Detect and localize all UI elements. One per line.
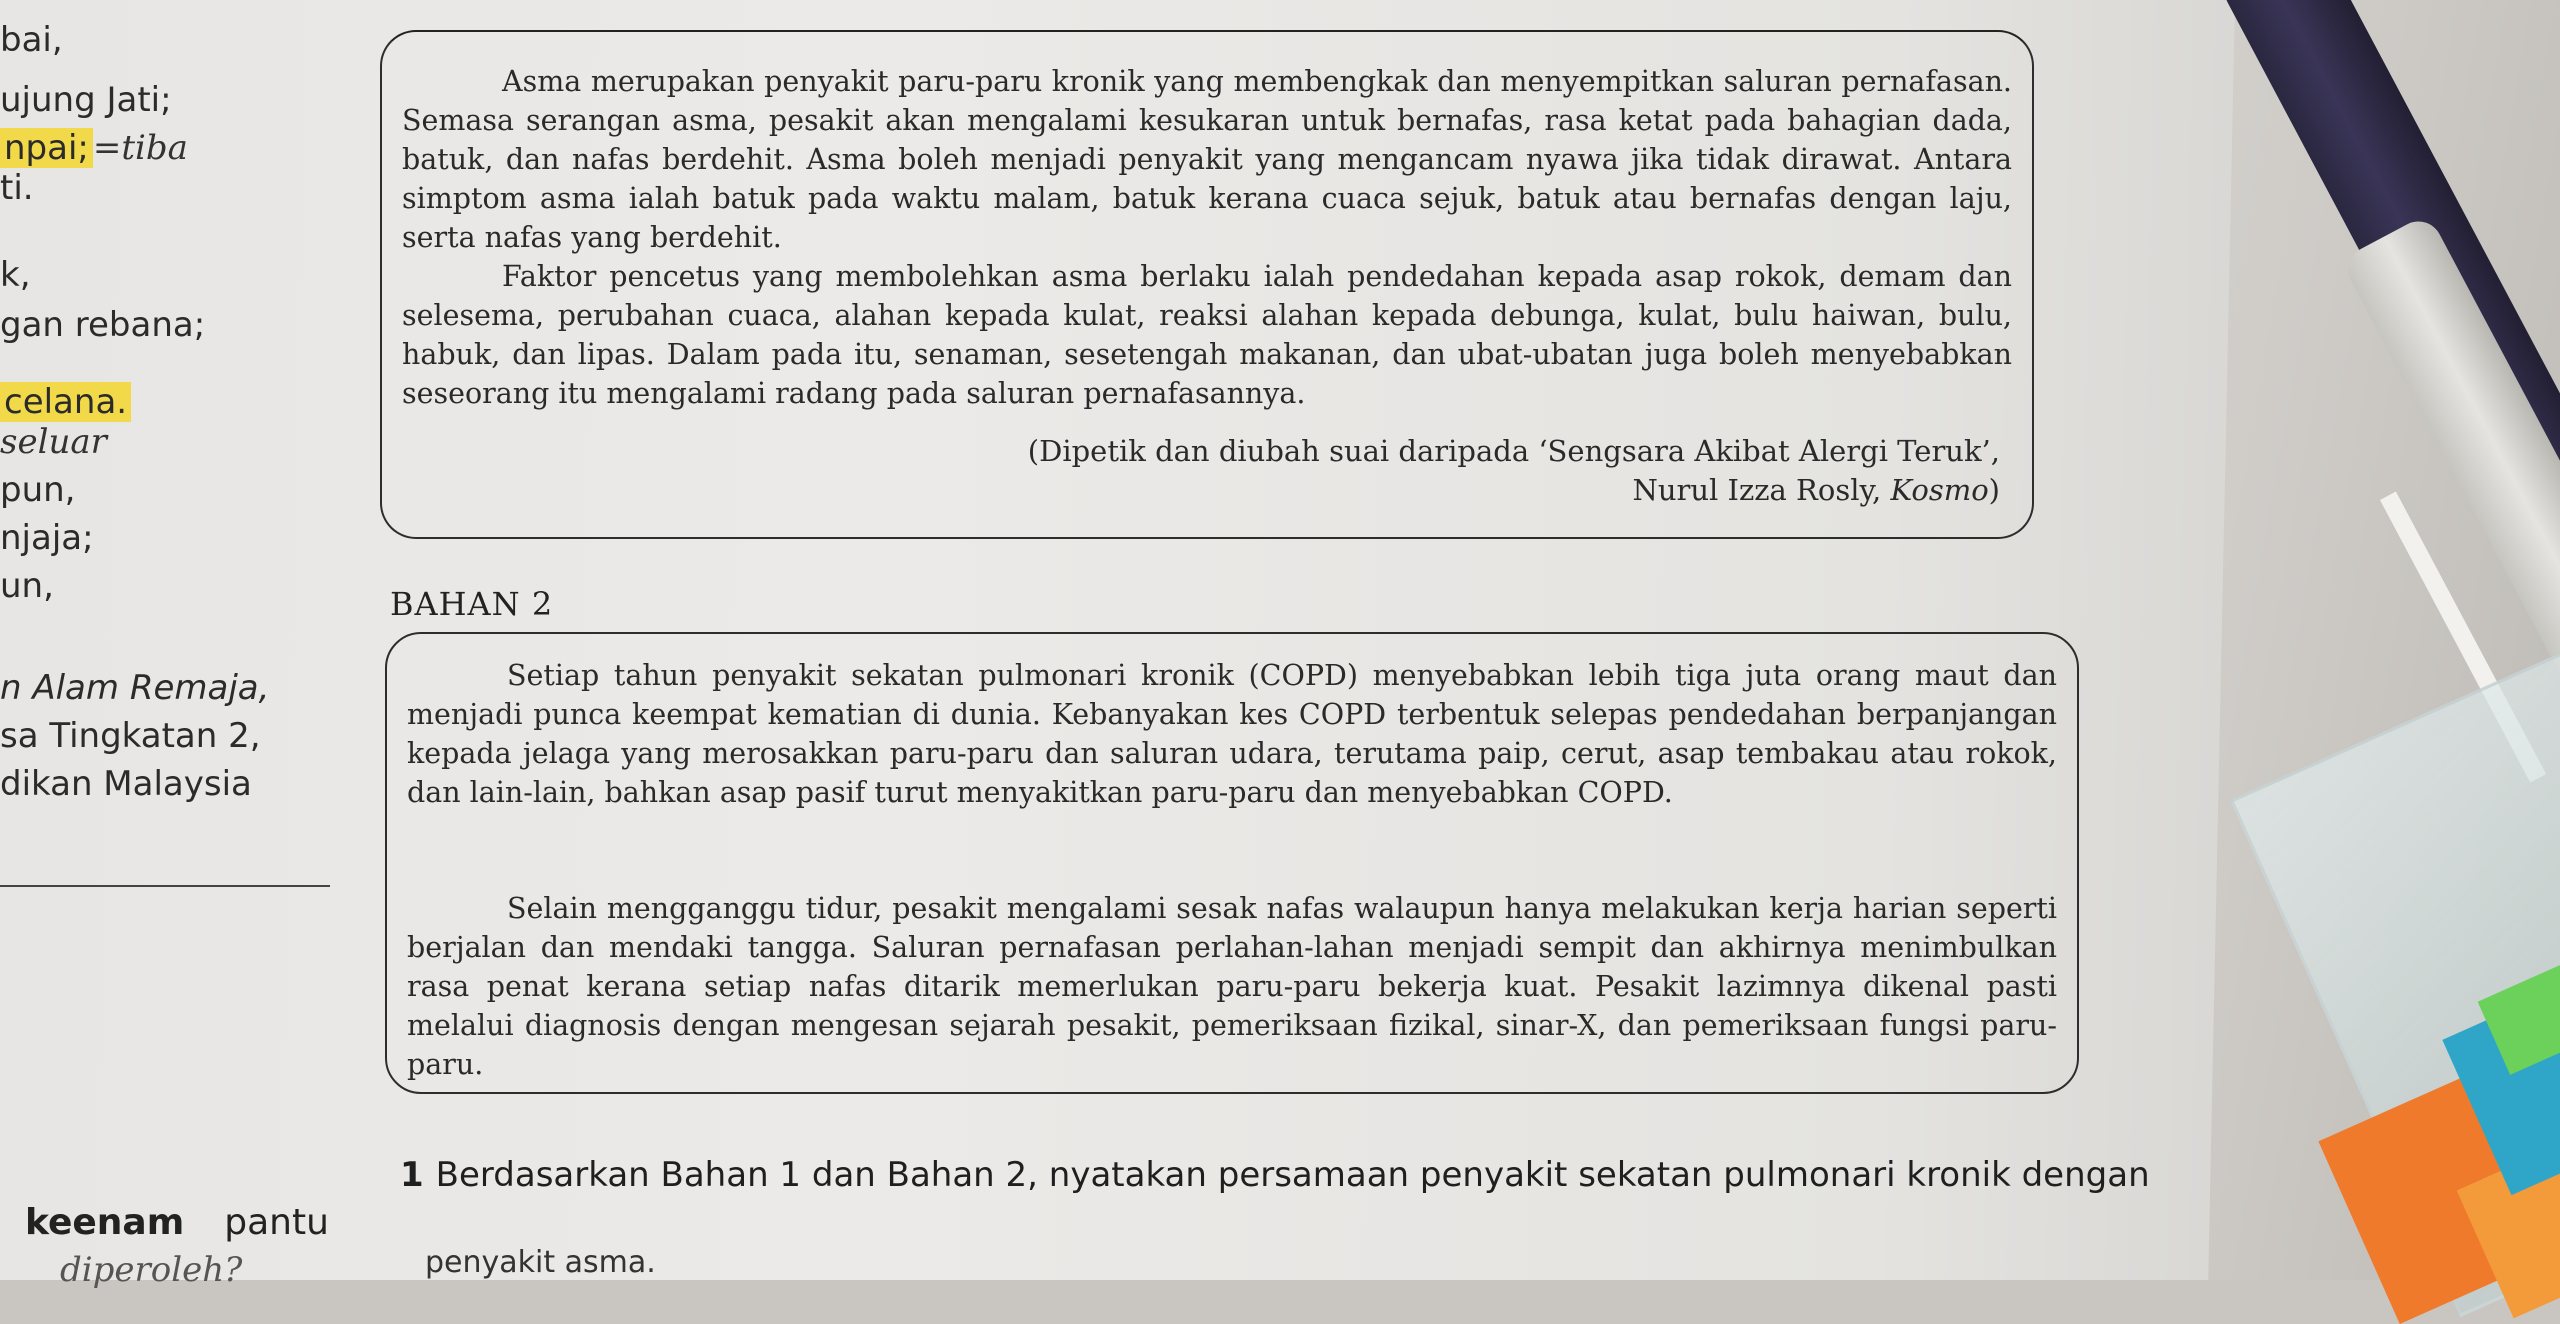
left-margin-column — [0, 0, 360, 1280]
source-line-1: (Dipetik dan diubah suai daripada ‘Sengsara Akibat Alergi Teruk’, — [1027, 434, 2000, 468]
source-line-2: Nurul Izza Rosly, Kosmo) — [1632, 473, 2000, 507]
question-1 — [400, 1155, 2150, 1195]
left-line: un, — [0, 566, 54, 606]
handwritten-note: =tiba — [92, 128, 188, 168]
left-line: njaja; — [0, 518, 94, 558]
footer-left-text: keenam pantu — [25, 1202, 329, 1243]
left-line: ujung Jati; — [0, 80, 172, 120]
left-line: gan rebana; — [0, 305, 206, 345]
left-line — [0, 382, 131, 422]
question-1-continuation: penyakit asma. — [425, 1245, 656, 1280]
question-number: 1 — [400, 1155, 424, 1195]
bahan1-paragraph-2: Faktor pencetus yang membolehkan asma berlaku ialah pendedahan kepada asap rokok, demam dan selesema, perubahan cuaca, alahan kepada kulat, reaksi alahan kepada debunga, kulat, bulu haiwan, bulu, habuk, dan lipas. Dalam pada itu, senaman, sesetengah makanan, dan ubat-ubatan juga boleh menyebabkan seseorang itu mengalami radang pada saluran pernafasannya. — [402, 260, 2012, 410]
left-divider — [0, 885, 330, 887]
bahan2-paragraph-1: Setiap tahun penyakit sekatan pulmonari kronik (COPD) menyebabkan lebih tiga juta orang maut dan menjadi punca keempat kematian di dunia. Kebanyakan kes COPD terbentuk selepas pendedahan berpanjangan kepada jelaga yang merosakkan paru-paru dan saluran udara, terutama paip, cerut, asap tembakau atau rokok, dan lain-lain, bahkan asap pasif turut menyakitkan paru-paru dan menyebabkan COPD. — [407, 659, 2057, 809]
left-line: n Alam Remaja, — [0, 668, 270, 708]
left-line: sa Tingkatan 2, — [0, 716, 261, 756]
footer-handwritten: diperoleh? — [59, 1250, 243, 1290]
bahan1-paragraph-1: Asma merupakan penyakit paru-paru kronik yang membengkak dan menyempitkan saluran pernafasan. Semasa serangan asma, pesakit akan mengalami kesukaran untuk bernafas, rasa ketat pada bahagian dada, batuk, dan nafas berdehit. Asma boleh menjadi penyakit yang mengancam nyawa jika tidak dirawat. Antara simptom asma ialah batuk pada waktu malam, batuk kerana cuaca sejuk, batuk atau bernafas dengan laju, serta nafas yang berdehit. — [402, 65, 2012, 254]
bahan1-source — [1028, 432, 2000, 510]
bahan1-passage-box — [380, 30, 2034, 539]
handwritten-note: seluar — [0, 422, 107, 462]
bahan2-passage-box — [385, 632, 2079, 1094]
left-line: pun, — [0, 470, 76, 510]
left-line: bai, — [0, 20, 63, 60]
bahan2-paragraph-2: Selain mengganggu tidur, pesakit mengalami sesak nafas walaupun hanya melakukan kerja harian seperti berjalan dan mendaki tangga. Saluran pernafasan perlahan-lahan menjadi sempit dan akhirnya menimbulkan rasa penat kerana setiap nafas ditarik memerlukan paru-paru bekerja kuat. Pesakit lazimnya dikenal pasti melalui diagnosis dengan mengesan sejarah pesakit, pemeriksaan fizikal, sinar-X, dan pemeriksaan fungsi paru-paru. — [407, 892, 2057, 1081]
left-line: k, — [0, 255, 31, 295]
left-line: dikan Malaysia — [0, 764, 252, 804]
highlighted-word: celana. — [0, 382, 131, 422]
left-line: ti. — [0, 168, 34, 208]
bahan2-title: BAHAN 2 — [390, 585, 554, 623]
left-line — [0, 128, 188, 168]
highlighted-word: npai; — [0, 128, 93, 168]
question-text: Berdasarkan Bahan 1 dan Bahan 2, nyatakan persamaan penyakit sekatan pulmonari kronik dengan — [435, 1155, 2150, 1195]
